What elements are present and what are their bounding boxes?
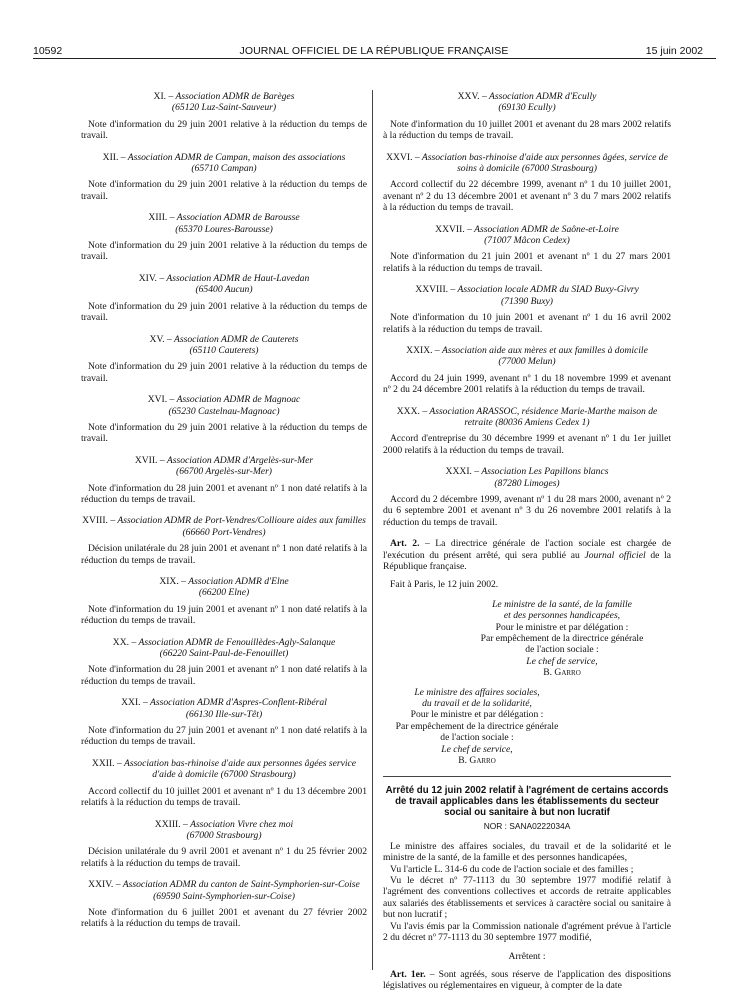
- sig1-delegation: Pour le ministre et par délégation :: [495, 621, 629, 633]
- association-title: [81, 394, 367, 417]
- entry-number: XXVIII. –: [415, 284, 456, 296]
- entry-number: XXI. –: [121, 697, 148, 709]
- place-date: Fait à Paris, le 12 juin 2002.: [390, 579, 499, 591]
- entry-text: Note d'information du 10 juillet 2001 et avenant du 28 mars 2002 relatifs à la réduction du temps de travail.: [383, 118, 671, 142]
- entry-text: Note d'information du 10 juin 2001 et avenant nº 1 du 16 avril 2002 relatifs à la réduction du temps de travail.: [383, 312, 671, 335]
- association-title: [383, 345, 671, 368]
- association-title: [81, 637, 367, 660]
- entry-text: Note d'information du 29 juin 2001 relative à la réduction du temps de travail.: [81, 421, 367, 445]
- association-entry: [81, 455, 367, 506]
- column-divider: [372, 90, 373, 970]
- association-entry: [81, 879, 367, 930]
- entry-number: XVII. –: [134, 454, 165, 466]
- association-entry: [383, 284, 671, 335]
- association-title: [81, 758, 367, 781]
- association-entry: [81, 758, 367, 809]
- issue-date: 15 juin 2002: [645, 45, 703, 57]
- association-name: Association ADMR d'Argelès-sur-Mer: [166, 454, 314, 466]
- entry-number: XXIII. –: [154, 818, 188, 830]
- decree-paragraph: Vu l'article L. 314-6 du code de l'action sociale et des familles ;: [390, 863, 634, 875]
- association-title: [383, 152, 671, 175]
- entry-number: XXIX. –: [406, 344, 440, 356]
- entry-text: Décision unilatérale du 9 avril 2001 et avenant nº 1 du 25 février 2002 relatifs à la réduction du temps de travail.: [81, 846, 367, 869]
- association-place: (66660 Port-Vendres): [182, 526, 266, 538]
- entry-number: XXV. –: [457, 91, 487, 102]
- association-place: (67000 Strasbourg): [186, 829, 262, 841]
- sig1-minister-2: et des personnes handicapées,: [503, 610, 621, 622]
- association-name: Association ARASSOC, résidence Marie-Marthe maison de retraite (80036 Amiens Cedex 1): [429, 405, 658, 428]
- association-place: (65110 Cauterets): [189, 344, 259, 356]
- association-place: (65400 Aucun): [195, 284, 253, 296]
- sig1-role: Le chef de service,: [526, 655, 598, 667]
- association-entry: [81, 394, 367, 445]
- association-entry: [383, 224, 671, 275]
- entry-text: Accord du 2 décembre 1999, avenant nº 1 du 28 mars 2000, avenant nº 2 du 6 septembre 2001 et avenant nº 3 du 26 novembre 2001 relatifs à la réduction du temps de travail.: [383, 493, 671, 528]
- left-column: [81, 91, 367, 940]
- page-header: [0, 0, 748, 60]
- association-name: Association Les Papillons blancs: [481, 466, 609, 478]
- association-place: (87280 Limoges): [494, 477, 560, 489]
- entry-text: Note d'information du 27 juin 2001 et avenant nº 1 non daté relatifs à la réduction du temps de travail.: [81, 725, 367, 748]
- association-entry: [81, 819, 367, 870]
- association-title: [81, 273, 367, 296]
- sig2-minister-2: du travail et de la solidarité,: [422, 698, 532, 710]
- association-place: (71390 Buxy): [501, 295, 553, 307]
- journal-title: JOURNAL OFFICIEL DE LA RÉPUBLIQUE FRANÇAISE: [239, 45, 509, 57]
- association-name: Association ADMR d'Aspres-Conflent-Ribéral: [150, 697, 327, 709]
- sig1-empechement-2: de l'action sociale :: [525, 644, 599, 656]
- association-title: [81, 819, 367, 842]
- association-place: (65230 Castelnau-Magnoac): [168, 405, 280, 417]
- association-title: [383, 406, 671, 429]
- sig2-role: Le chef de service,: [441, 743, 513, 755]
- association-name: Association ADMR d'Ecully: [489, 91, 597, 102]
- article-1: [383, 969, 671, 992]
- signature-block-1: [383, 599, 671, 679]
- association-name: Association locale ADMR du SIAD Buxy-Givry: [457, 284, 639, 296]
- entry-text: Accord du 24 juin 1999, avenant nº 1 du 18 novembre 1999 et avenant nº 2 du 24 décembre 2001 relatifs à la réduction du temps de travail.: [383, 372, 671, 396]
- article-2: [383, 538, 671, 572]
- association-place: (69130 Ecully): [498, 102, 556, 114]
- entry-text: Décision unilatérale du 28 juin 2001 et avenant nº 1 non daté relatifs à la réduction du temps de travail.: [81, 543, 367, 566]
- entry-text: Accord collectif du 22 décembre 1999, avenant nº 1 du 10 juillet 2001, avenant nº 2 du 13 décembre 2001 et avenant nº 3 du 7 mars 2002 relatifs à la réduction du temps de travail.: [383, 179, 671, 214]
- right-entries: [383, 91, 671, 528]
- entry-number: XIX. –: [159, 576, 186, 587]
- entry-number: XIII. –: [148, 212, 175, 224]
- entry-number: XI. –: [153, 91, 174, 102]
- association-entry: [383, 406, 671, 457]
- association-entry: [81, 515, 367, 566]
- article-1-label: Art. 1er.: [390, 968, 426, 980]
- entry-text: Accord d'entreprise du 30 décembre 1999 et avenant nº 1 du 1er juillet 2000 relatifs à la réduction du temps de travail.: [383, 433, 671, 456]
- sig2-empechement-1: Par empêchement de la directrice générale: [395, 720, 559, 732]
- arretent: Arrêtent :: [508, 951, 546, 963]
- association-name: Association Vivre chez moi: [190, 818, 294, 830]
- association-name: Association ADMR de Magnoac: [176, 394, 301, 406]
- entry-text: Note d'information du 29 juin 2001 relative à la réduction du temps de travail.: [81, 240, 367, 263]
- association-title: [81, 697, 367, 720]
- article-2-text-b: de la République française.: [383, 549, 672, 572]
- association-name: Association ADMR de Saône-et-Loire: [474, 223, 619, 235]
- article-2-journal: Journal officiel: [584, 549, 646, 561]
- sig2-minister-1: Le ministre des affaires sociales,: [414, 686, 540, 698]
- entry-number: XVIII. –: [82, 515, 116, 527]
- entry-number: XIV. –: [138, 272, 165, 284]
- article-2-text-a: – La directrice générale de l'action sociale est chargée de l'exécution du présent arrêté, qui sera publié au: [383, 538, 671, 561]
- association-title: [81, 515, 367, 538]
- association-entry: [383, 91, 671, 142]
- sig1-minister-1: Le ministre de la santé, de la famille: [492, 598, 632, 610]
- sig2-empechement-2: de l'action sociale :: [440, 732, 514, 744]
- signature-block-2: [377, 687, 577, 767]
- article-1-text: – Sont agréés, sous réserve de l'application des dispositions législatives ou réglementaires en vigueur, à compter de la date: [383, 968, 672, 992]
- entry-text: Note d'information du 6 juillet 2001 et avenant du 27 février 2002 relatifs à la réduction du temps de travail.: [81, 906, 367, 930]
- association-place: (66220 Saint-Paul-de-Fenouillet): [159, 648, 289, 660]
- association-entry: [81, 273, 367, 324]
- entry-text: Accord collectif du 10 juillet 2001 et avenant nº 1 du 13 décembre 2001 relatifs à la réduction du temps de travail.: [81, 785, 367, 809]
- association-place: (65120 Luz-Saint-Sauveur): [171, 102, 277, 114]
- association-name: Association ADMR de Campan, maison des associations: [127, 151, 346, 163]
- association-title: [81, 576, 367, 599]
- decree-paragraph: Vu le décret nº 77-1113 du 30 septembre 1977 modifié relatif à l'agrément des conventions collectives et accords de retraite applicables aux salariés des établissements et services à caractère social ou sanitaire à but non lucratif ;: [383, 875, 671, 921]
- association-title: [81, 212, 367, 235]
- association-entry: [81, 576, 367, 627]
- association-place: (65370 Loures-Barousse): [175, 223, 273, 235]
- entry-text: Note d'information du 28 juin 2001 et avenant nº 1 non daté relatifs à la réduction du temps de travail.: [81, 482, 367, 505]
- association-entry: [81, 334, 367, 385]
- association-name: Association ADMR de Cauterets: [174, 333, 299, 345]
- entry-number: XXVII. –: [435, 223, 472, 235]
- association-place: (66200 Elne): [198, 587, 250, 599]
- association-name: Association bas-rhinoise d'aide aux personnes âgées service d'aide à domicile (67000 Strasbourg): [123, 757, 357, 781]
- association-place: (77000 Melun): [498, 356, 556, 368]
- header-rule: [33, 58, 716, 59]
- entry-number: XII. –: [102, 151, 126, 163]
- decree-title: Arrêté du 12 juin 2002 relatif à l'agrément de certains accords de travail applicables dans les établissements du secteur social ou sanitaire à but non lucratif: [385, 784, 669, 819]
- association-name: Association ADMR de Barousse: [176, 212, 300, 224]
- association-title: [383, 466, 671, 489]
- decree-paragraph: Vu l'avis émis par la Commission nationale d'agrément prévue à l'article 2 du décret nº 77-1113 du 30 septembre 1977 modifié,: [383, 920, 671, 944]
- association-title: [383, 224, 671, 247]
- association-title: [81, 334, 367, 357]
- sig2-delegation: Pour le ministre et par délégation :: [410, 709, 544, 721]
- entry-text: Note d'information du 21 juin 2001 et avenant nº 1 du 27 mars 2001 relatifs à la réduction du temps de travail.: [383, 251, 671, 274]
- association-place: (71007 Mâcon Cedex): [484, 235, 570, 247]
- association-entry: [383, 466, 671, 528]
- entry-number: XXII. –: [91, 757, 122, 769]
- association-name: Association ADMR de Port-Vendres/Collioure aides aux familles: [117, 515, 366, 527]
- entry-text: Note d'information du 29 juin 2001 relative à la réduction du temps de travail.: [81, 300, 367, 324]
- association-name: Association ADMR de Fenouillèdes-Agly-Salanque: [138, 636, 336, 648]
- association-entry: [81, 637, 367, 688]
- section-separator: [383, 776, 671, 777]
- entry-number: XXVI. –: [386, 151, 420, 163]
- page-number: 10592: [33, 45, 63, 57]
- sig1-empechement-1: Par empêchement de la directrice générale: [480, 633, 644, 645]
- right-column: [383, 91, 671, 992]
- association-entry: [81, 697, 367, 748]
- entry-number: XXX. –: [396, 405, 428, 417]
- entry-text: Note d'information du 29 juin 2001 relative à la réduction du temps de travail.: [81, 179, 367, 202]
- association-place: (65710 Campan): [191, 163, 257, 175]
- association-entry: [383, 345, 671, 396]
- association-name: Association bas-rhinoise d'aide aux personnes âgées, service de soins à domicile (67000 Strasbourg): [421, 151, 668, 175]
- association-entry: [81, 91, 367, 142]
- association-name: Association ADMR de Haut-Lavedan: [166, 272, 310, 284]
- article-2-label: Art. 2.: [390, 538, 420, 550]
- sig2-name: B. Garro: [458, 755, 496, 767]
- association-title: [81, 455, 367, 478]
- association-name: Association aide aux mères et aux familles à domicile: [441, 344, 648, 356]
- entry-text: Note d'information du 29 juin 2001 relative à la réduction du temps de travail.: [81, 118, 367, 142]
- association-name: Association ADMR du canton de Saint-Symphorien-sur-Coise: [122, 879, 360, 891]
- entry-text: Note d'information du 29 juin 2001 relative à la réduction du temps de travail.: [81, 361, 367, 384]
- association-place: (66700 Argelès-sur-Mer): [176, 466, 272, 478]
- sig1-name: B. Garro: [543, 667, 581, 679]
- entry-text: Note d'information du 28 juin 2001 et avenant nº 1 non daté relatifs à la réduction du temps de travail.: [81, 664, 367, 687]
- entry-number: XVI. –: [147, 394, 175, 406]
- entry-number: XV. –: [149, 333, 172, 345]
- association-title: [81, 879, 367, 902]
- association-title: [383, 284, 671, 307]
- association-entry: [81, 212, 367, 263]
- entry-number: XX. –: [112, 636, 137, 648]
- association-title: [383, 91, 671, 114]
- entry-number: XXXI. –: [445, 466, 480, 478]
- decree-paragraph: Le ministre des affaires sociales, du travail et de la solidarité et le ministre de la santé, de la famille et des personnes handicapées,: [383, 840, 671, 864]
- association-title: [81, 91, 367, 114]
- association-entry: [383, 152, 671, 214]
- entry-text: Note d'information du 19 juin 2001 et avenant nº 1 non daté relatifs à la réduction du temps de travail.: [81, 603, 367, 627]
- association-place: (66130 Ille-sur-Têt): [185, 708, 263, 720]
- decree-nor: NOR : SANA0222034A: [483, 821, 571, 832]
- association-place: (69590 Saint-Symphorien-sur-Coise): [153, 890, 295, 902]
- association-entry: [81, 152, 367, 203]
- entry-number: XXIV. –: [88, 879, 121, 891]
- association-name: Association ADMR de Barèges: [175, 91, 295, 102]
- association-title: [81, 152, 367, 175]
- association-name: Association ADMR d'Elne: [188, 576, 289, 587]
